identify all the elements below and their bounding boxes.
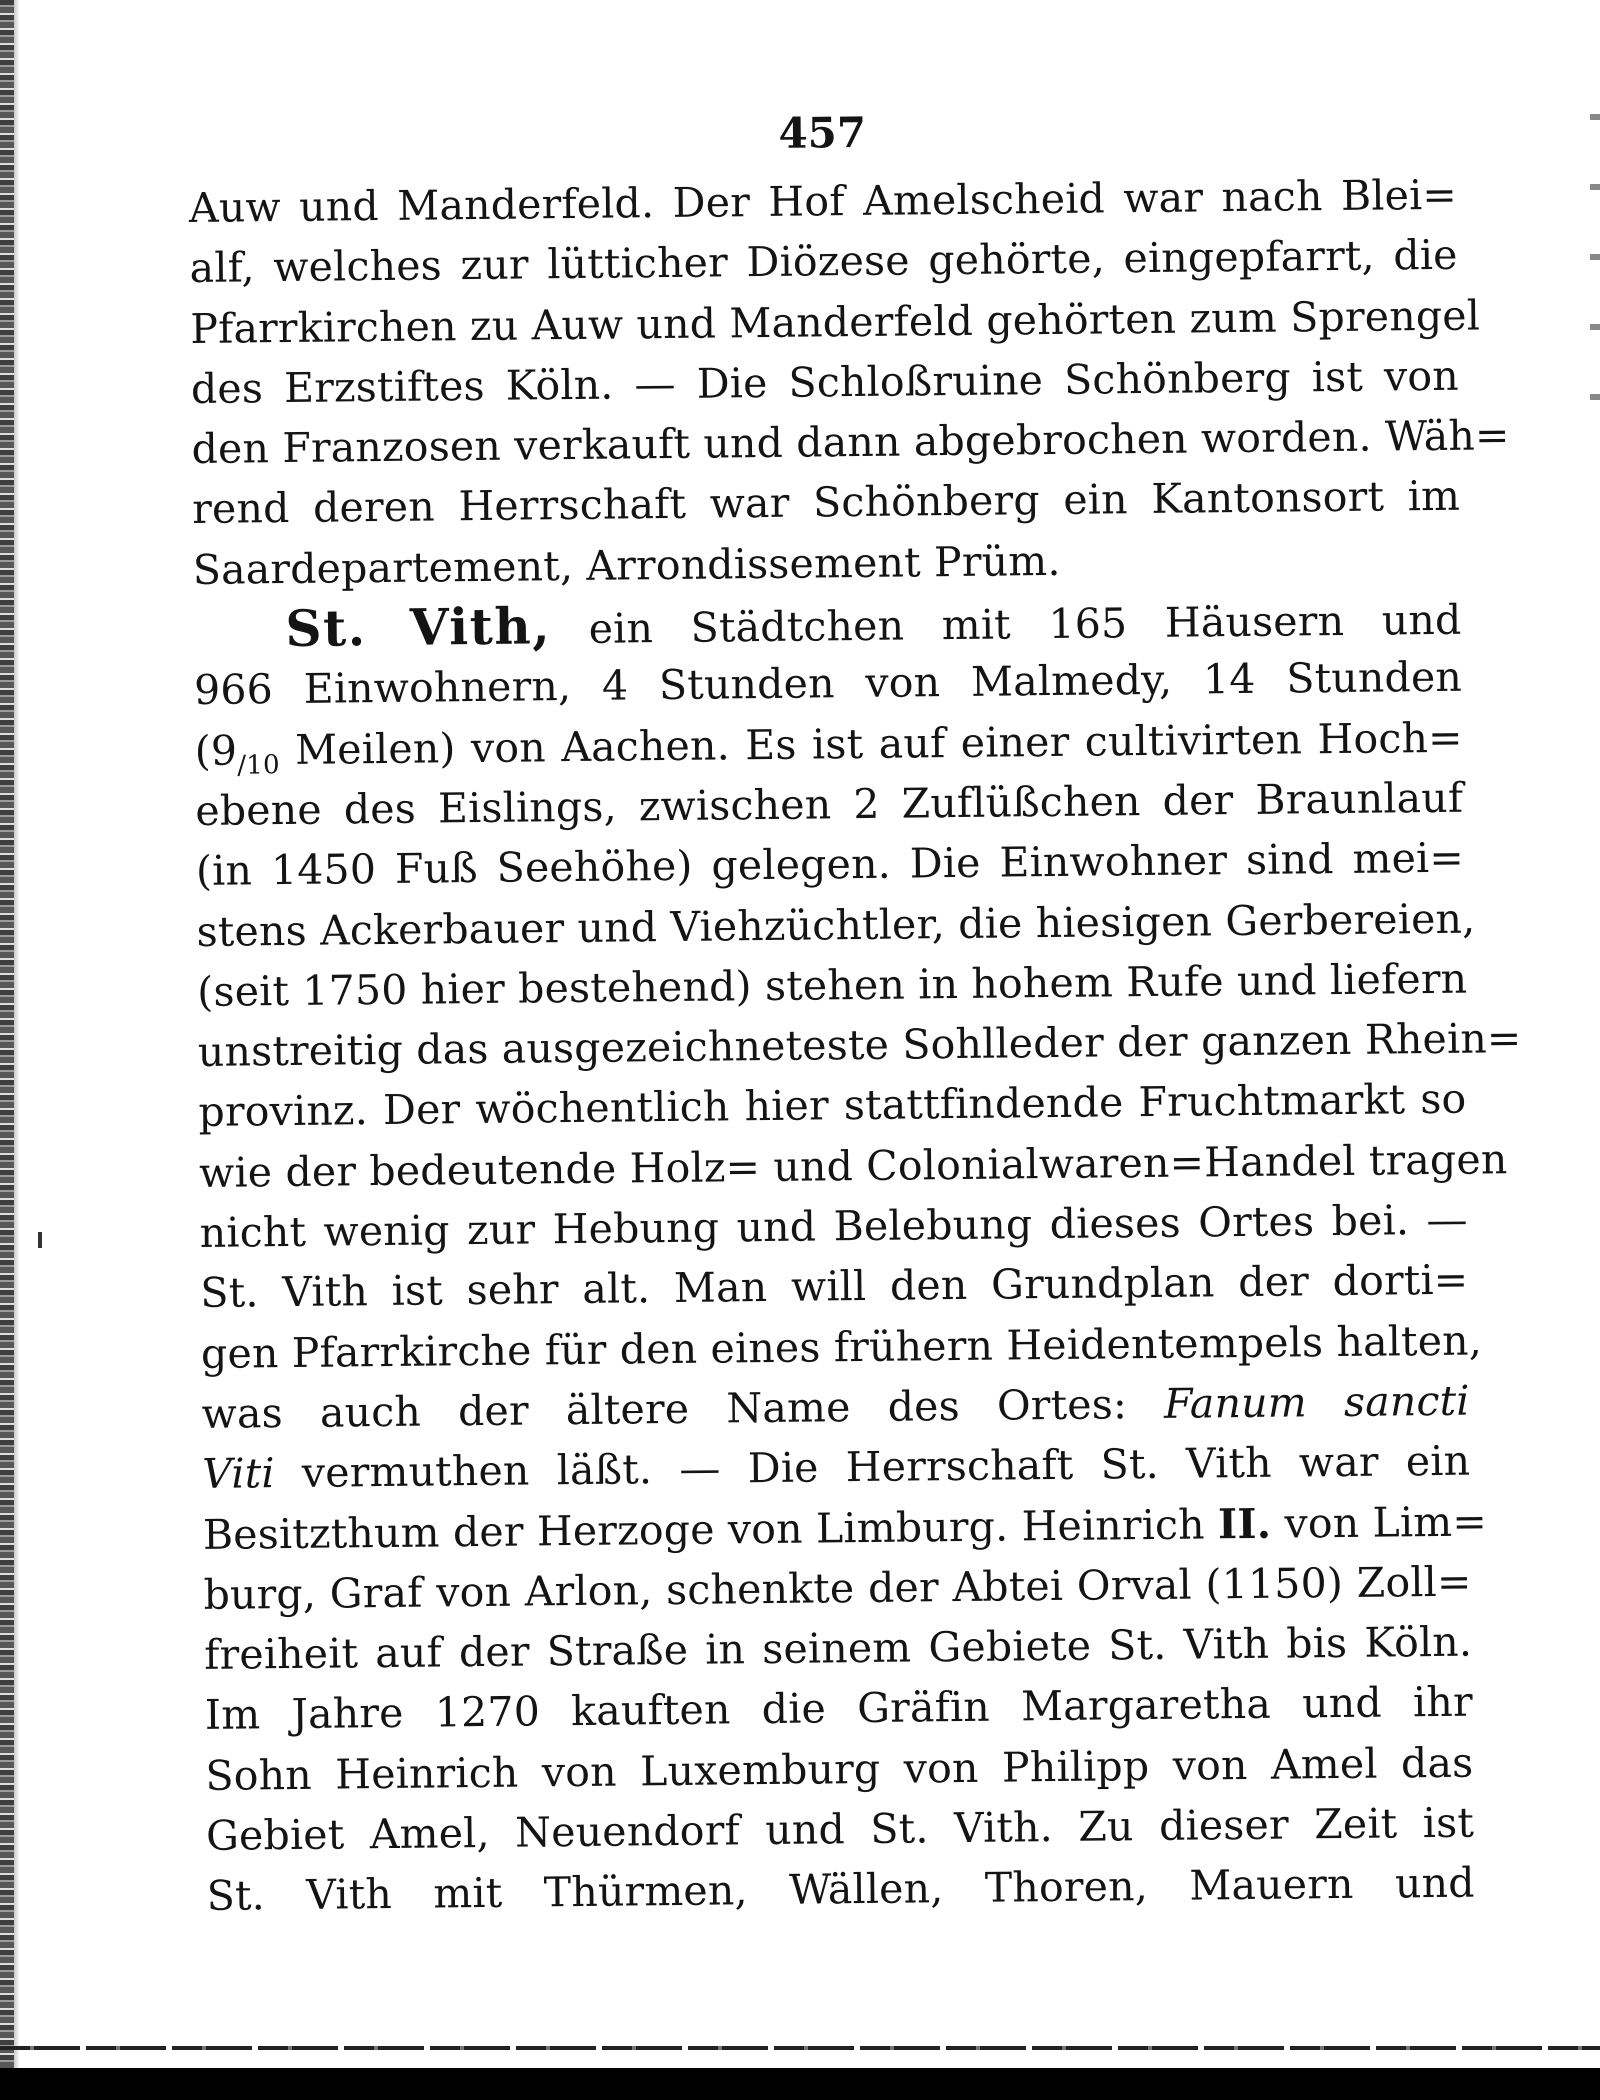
text-segment: des Erzstiftes Köln. — Die Schloßruine Schönberg ist von [190, 351, 1460, 413]
text-segment: St. Vith ist sehr alt. Man will den Grundplan der dorti= [200, 1256, 1469, 1318]
text-segment: (seit 1750 hier bestehend) stehen in hohem Rufe und liefern [196, 954, 1468, 1016]
text-segment: /10 [237, 749, 280, 781]
text-segment: stens Ackerbauer und Viehzüchtler, die hiesigen Gerbereien, [196, 894, 1476, 956]
latin-phrase: Viti [202, 1449, 275, 1499]
text-segment: II. [1217, 1499, 1272, 1548]
page-number: 457 [778, 107, 867, 158]
text-segment: wie der bedeutende Holz= und Colonialwaren=Handel tragen [198, 1134, 1508, 1197]
headword: St. Vith, [285, 596, 552, 659]
binding-edge-shadow [0, 0, 14, 2100]
book-page [188, 97, 1522, 1927]
text-segment: Pfarrkirchen zu Auw und Manderfeld gehörten zum Sprengel [190, 291, 1481, 353]
text-segment: provinz. Der wöchentlich hier stattfindende Fruchtmarkt so [198, 1075, 1467, 1137]
text-segment: 966 Einwohnern, 4 Stunden von Malmedy, 14 Stunden [193, 653, 1463, 715]
text-segment: St. Vith mit Thürmen, Wällen, Thoren, Mauern und [206, 1858, 1475, 1921]
text-segment: vermuthen läßt. — Die Herrschaft St. Vith war ein [274, 1436, 1471, 1498]
text-segment: freiheit auf der Straße in seinem Gebiete St. Vith bis Köln. [203, 1617, 1473, 1680]
text-segment: nicht wenig zur Hebung und Belebung dieses Ortes bei. — [199, 1195, 1468, 1257]
text-segment: (in 1450 Fuß Seehöhe) gelegen. Die Einwohner sind mei= [195, 833, 1465, 896]
scan-bottom-thick-rule [0, 2068, 1600, 2100]
scan-speck-left [38, 1232, 42, 1248]
text-segment: Meilen) von Aachen. Es ist auf einer cultivirten Hoch= [279, 713, 1463, 774]
text-segment: den Franzosen verkauft und dann abgebrochen worden. Wäh= [191, 411, 1510, 474]
text-segment: Besitzthum der Herzoge von Limburg. Heinrich [202, 1499, 1219, 1559]
text-segment: ein Städtchen mit 165 Häusern und [550, 595, 1462, 654]
page-text-body [188, 165, 1522, 1927]
text-segment: alf, welches zur lütticher Diözese gehörte, eingepfarrt, die [189, 231, 1458, 293]
text-segment: (9 [194, 726, 238, 775]
text-segment: Saardepartement, Arrondissement Prüm. [192, 536, 1061, 594]
text-line [206, 1853, 1475, 1927]
text-segment: Im Jahre 1270 kauften die Gräfin Margaretha und ihr [204, 1678, 1473, 1740]
scan-bottom-thin-rule [0, 2046, 1600, 2050]
text-segment: unstreitig das ausgezeichneteste Sohlleder der ganzen Rhein= [197, 1014, 1522, 1077]
scan-specks-right [1590, 90, 1600, 450]
text-segment: Gebiet Amel, Neuendorf und St. Vith. Zu dieser Zeit ist [205, 1798, 1475, 1860]
text-segment: gen Pfarrkirche für den eines frühern Heidentempels halten, [200, 1316, 1483, 1378]
text-segment: Auw und Manderfeld. Der Hof Amelscheid war nach Blei= [188, 170, 1458, 232]
text-segment: was auch der ältere Name des Ortes: [201, 1379, 1165, 1438]
text-segment: rend deren Herrschaft war Schönberg ein Kantonsort im [191, 472, 1461, 534]
text-segment: Sohn Heinrich von Luxemburg von Philipp von Amel das [205, 1738, 1474, 1800]
text-segment: ebene des Eislings, zwischen 2 Zuflüßchen der Braunlauf [195, 773, 1464, 835]
text-segment: von Lim= [1270, 1497, 1488, 1548]
latin-phrase: Fanum sancti [1163, 1376, 1470, 1428]
text-segment: burg, Graf von Arlon, schenkte der Abtei Orval (1150) Zoll= [203, 1557, 1472, 1619]
